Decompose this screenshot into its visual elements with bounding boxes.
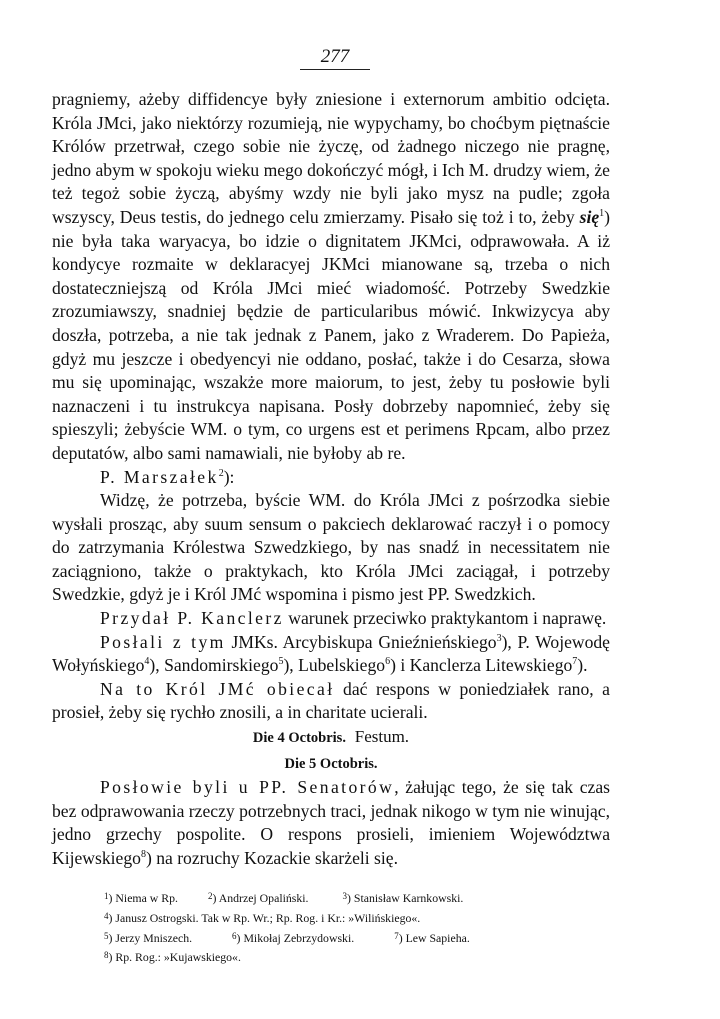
footnote-line: $^4$) Janusz Ostrogski. Tak w Rp. Wr.; Rp. Rog. i Kr.: »Wilińskiego«.	[104, 910, 421, 925]
paragraph: Widzę, że potrzeba, byście WM. do Króla JMci z pośrzodka siebie wysłali prosząc, aby suum sensum o pakciech deklarować raczył i o pomocy do zatrzymania Królestwa Szwedzkiego, by nas snadź in necessitatem nie zaciągniono, także o praktykach, kto Króla JMci zaciągał, i potrzeby Swedzkie, gdyż je i Król JMć wspomina i pismo jest PP. Swedzkich.	[52, 490, 610, 605]
footnote-number: 4	[104, 910, 109, 921]
speaker-line	[52, 466, 610, 490]
paragraph	[52, 678, 610, 725]
footnote-number: 3	[342, 891, 347, 901]
paragraph	[52, 607, 610, 631]
spaced-phrase: Posłowie byli u PP. Senatorów	[100, 777, 395, 798]
paragraph-text: ).	[577, 655, 588, 676]
footnote-ref: 2	[218, 467, 224, 479]
date-heading-5-october	[52, 751, 610, 777]
footnote-ref: 4	[144, 656, 150, 668]
footnote-number: 7	[394, 930, 399, 941]
footnote-ref: 3	[496, 632, 502, 644]
footnote-number: 5	[104, 930, 109, 941]
spaced-phrase: Posłali z tym	[100, 631, 226, 652]
footnote-number: 6	[232, 930, 237, 941]
footnote-line: $^1$) Niema w Rp. $^2$) Andrzej Opaliński. $^3$) Stanisław Karnkowski.	[104, 891, 464, 905]
paragraph-text: , żałując tego, że się tak czas bez odprawowania rzeczy potrzebnych traci, jednak nikogo w tym nie winując, jedno grzechy pospolite. O respons prosieli, imieniem Województwa Kijewskiego	[52, 777, 611, 868]
speaker-tail: ):	[223, 466, 235, 487]
footnote-ref: 5	[278, 656, 284, 668]
date-heading-4-october	[52, 725, 610, 751]
spaced-phrase: Na to Król JMć obiecał	[100, 678, 335, 699]
paragraph-text: dać respons w poniedziałek rano, a prosieł, żeby się rychło znosili, a in charitate ucierali.	[52, 678, 610, 723]
footnote-number: 2	[207, 891, 213, 901]
footnote-line: $^5$) Jerzy Mniszech. $^6$) Mikołaj Zebrzydowski. $^7$) Lew Sapieha.	[104, 930, 470, 945]
paragraph-text: ), Lubelskiego	[283, 655, 386, 676]
paragraph-text: JMKs. Arcybiskupa Gnieźnieńskiego	[225, 631, 497, 652]
footnote-text: Niema w Rp.	[115, 891, 178, 905]
paragraph-text: ) i Kanclerza Litewskiego	[390, 655, 573, 676]
spaced-phrase: Przydał P. Kanclerz	[100, 608, 284, 629]
date-label: Die 5 Octobris.	[284, 755, 378, 772]
footnotes	[104, 888, 574, 967]
footnote-text: Jerzy Mniszech.	[115, 930, 193, 945]
footnote-text: Andrzej Opaliński.	[218, 891, 309, 905]
paragraph	[52, 631, 610, 678]
paragraph-text: ) na rozruchy Kozackie skarżeli się.	[145, 848, 398, 868]
paragraph	[52, 776, 610, 870]
footnote-ref: 1	[599, 207, 605, 219]
paragraph-text: pragniemy, ażeby diffidencye były zniesione i externorum ambitio odcięta. Króla JMci, jako niektórzy rozumieją, nie wypychamy, bo choćbym piętnaście Królów przetrwał, czego sobie nie życzę, od żadnego niczego nie pragnę, jedno abym w spokoju wieku mego dokończyć mógł, i Ich M. drudzy wiem, że też tegoż sobie życzą, abyśmy wzdy nie byli jako mysz na pudle; zgoła wszyscy, Deus testis, do jednego celu zmierzamy. Pisało się toż i to, żeby	[52, 89, 610, 227]
footnote-text: Mikołaj Zebrzydowski.	[243, 930, 355, 945]
emphasized-word: się	[579, 206, 600, 227]
footnote-number: 8	[104, 950, 109, 961]
paragraph-text: ), Sandomirskiego	[149, 655, 279, 676]
footnote-text: Lew Sapieha.	[405, 930, 470, 945]
speaker-name: P. Marszałek	[100, 466, 219, 487]
main-text	[52, 88, 610, 871]
footnote-text: Janusz Ostrogski. Tak w Rp. Wr.; Rp. Rog. i Kr.: »Wilińskiego«.	[115, 910, 421, 925]
date-label: Die 4 Octobris.	[252, 730, 346, 747]
footnote-text: Rp. Rog.: »Kujawskiego«.	[115, 950, 241, 965]
footnote-text: Stanisław Karnkowski.	[353, 891, 464, 905]
page-number: 277	[300, 46, 370, 70]
footnote-line: $^8$) Rp. Rog.: »Kujawskiego«.	[104, 950, 241, 965]
footnote-number: 1	[104, 891, 109, 901]
paragraph-text: ) nie była taka waryacya, bo idzie o dignitatem JKMci, odprawowała. A iż kondycye rozmaite w deklaracyej JKMci mianowane są, trzeba o nich dostateczniejszą od Króla JMci mieć wiadomość. Potrzeby Swedzkie zrozumiawszy, snadniej będzie de particularibus mówić. Inkwizycya aby doszła, potrzeba, a nie tak jednak z Panem, jako z Wraderem. Do Papieża, gdyż mu jeszcze i obedyencyi nie oddano, posłać, także i do Cesarza, słowa mu się upominając, wszakże more maiorum, to jest, żeby tu posłowie byli naznaczeni i tu instrukcya napisana. Posły dobrzeby napomnieć, żeby się spieszyli; żebyście WM. o tym, co urgens est et perimens Rpcam, albo przez deputatów, albo sami namawiali, nie byłoby ab re.	[52, 206, 610, 463]
paragraph-text: warunek przeciwko praktykantom i naprawę.	[283, 608, 607, 629]
paragraph-continued	[52, 88, 610, 466]
paragraph-text: ), P. Wojewodę Wołyńskiego	[52, 631, 610, 676]
festum-label: Festum.	[354, 727, 410, 747]
footnote-ref: 7	[572, 656, 578, 668]
footnote-ref: 8	[140, 849, 146, 860]
footnote-ref: 6	[385, 656, 391, 668]
